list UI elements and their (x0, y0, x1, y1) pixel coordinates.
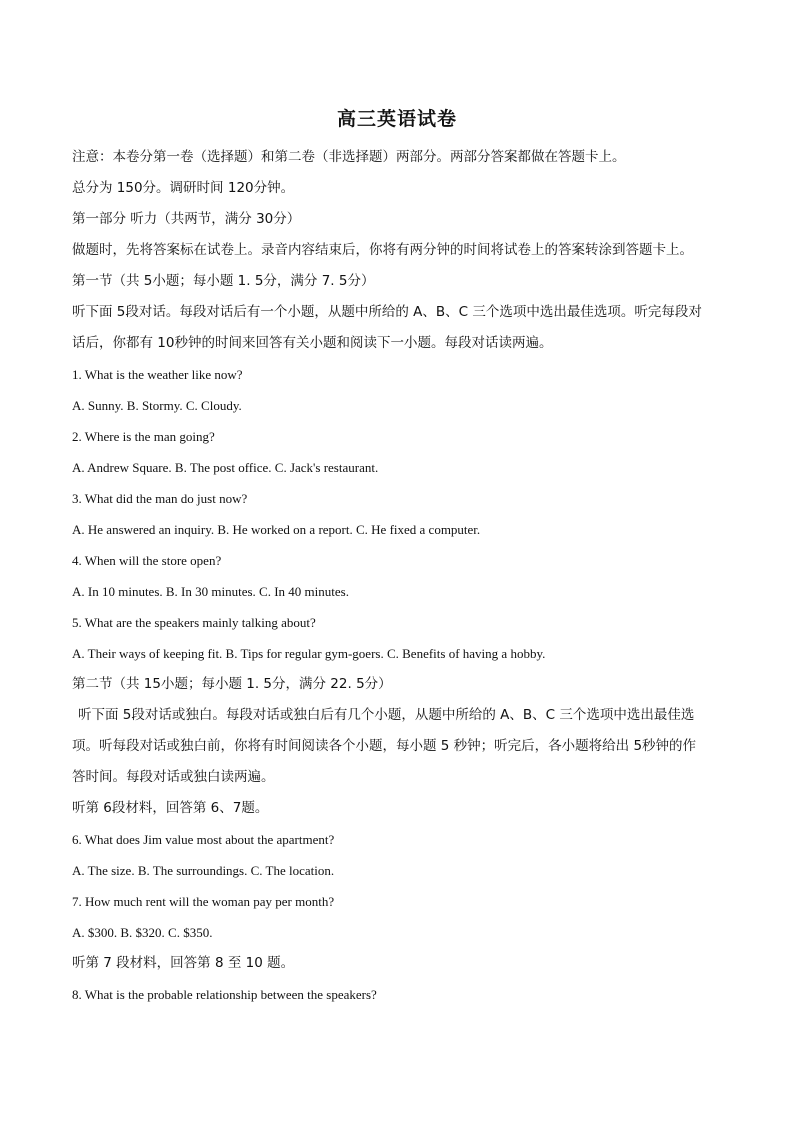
page-title: 高三英语试卷 (336, 108, 457, 130)
notice-line-1: 注意：本卷分第一卷（选择题）和第二卷（非选择题）两部分。两部分答案都做在答题卡上。 (72, 149, 626, 165)
question-1-options: A. Sunny. B. Stormy. C. Cloudy. (72, 398, 242, 413)
material-7-heading: 听第 7 段材料，回答第 8 至 10 题。 (72, 955, 295, 971)
section2-instruction-line: 项。听每段对话或独白前，你将有时间阅读各个小题，每小题 5 秒钟；听完后，各小题将给出 5秒钟的作 (72, 738, 697, 754)
question-4-options: A. In 10 minutes. B. In 30 minutes. C. In 40 minutes. (72, 584, 349, 599)
exam-content (72, 142, 724, 1010)
section2-instruction-line: 听下面 5段对话或独白。每段对话或独白后有几个小题，从题中所给的 A、B、C 三个选项中选出最佳选 (78, 707, 695, 723)
section2-heading: 第二节（共 15小题；每小题 1. 5分，满分 22. 5分） (72, 676, 392, 692)
question-2: 2. Where is the man going? (72, 429, 215, 444)
question-7: 7. How much rent will the woman pay per month? (72, 894, 335, 909)
question-5-options: A. Their ways of keeping fit. B. Tips for regular gym-goers. C. Benefits of having a hobby. (72, 646, 546, 661)
question-3: 3. What did the man do just now? (72, 491, 248, 506)
question-7-options: A. $300. B. $320. C. $350. (72, 925, 213, 940)
part1-instruction: 做题时，先将答案标在试卷上。录音内容结束后，你将有两分钟的时间将试卷上的答案转涂到答题卡上。 (72, 242, 693, 258)
question-6-options: A. The size. B. The surroundings. C. The location. (72, 863, 335, 878)
question-2-options: A. Andrew Square. B. The post office. C. Jack's restaurant. (72, 460, 379, 475)
section1-heading: 第一节（共 5小题；每小题 1. 5分，满分 7. 5分） (72, 273, 375, 289)
question-4: 4. When will the store open? (72, 553, 222, 568)
question-8: 8. What is the probable relationship between the speakers? (72, 987, 377, 1002)
section2-instruction (72, 700, 724, 793)
question-3-options: A. He answered an inquiry. B. He worked on a report. C. He fixed a computer. (72, 522, 481, 537)
section1-instruction-line: 听下面 5段对话。每段对话后有一个小题，从题中所给的 A、B、C 三个选项中选出最佳选项。听完每段对 (72, 304, 702, 320)
part1-heading: 第一部分 听力（共两节，满分 30分） (72, 211, 301, 227)
section1-instruction-line: 话后，你都有 10秒钟的时间来回答有关小题和阅读下一小题。每段对话读两遍。 (72, 335, 553, 351)
question-6: 6. What does Jim value most about the apartment? (72, 832, 335, 847)
section2-instruction-line: 答时间。每段对话或独白读两遍。 (72, 769, 275, 785)
material-6-heading: 听第 6段材料，回答第 6、7题。 (72, 800, 269, 816)
section1-instruction (72, 297, 724, 359)
question-1: 1. What is the weather like now? (72, 367, 243, 382)
notice-line-2: 总分为 150分。调研时间 120分钟。 (72, 180, 295, 196)
question-5: 5. What are the speakers mainly talking about? (72, 615, 316, 630)
